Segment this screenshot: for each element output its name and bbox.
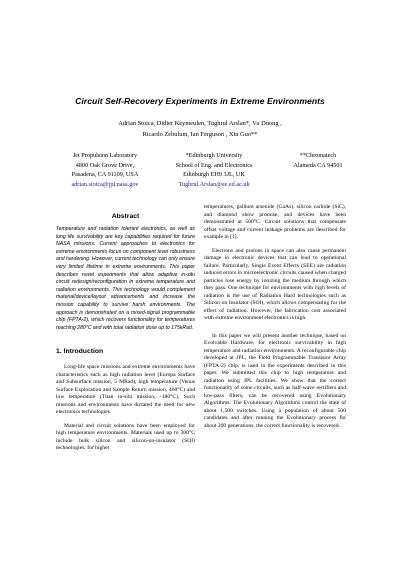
affiliation-name: **Chromatech — [299, 152, 337, 159]
abstract-text: Temperature and radiation tolerant electronics, as well as long life survivability are key capabilities required for future NASA missions. Current approaches to electronics for extreme environments focus on component level robustness and hardening. However, current technology can only ensure very limited lifetime in extreme environments. This paper describes novel experiments that allow adaptive in-situ circuit redesign/reconfiguration in extreme temperature and radiation environments. This technology would complement material/device/layout advancements and increase the mission capability to survive harsh environments. The approach is demonstrated on a mixed-signal programmable chip (FPTA-2), which recovers functionality for temperatures reaching 280°C and with total radiation dose up to 175kRad. — [56, 226, 195, 331]
affiliation-jpl — [45, 151, 165, 189]
affiliation-edinburgh — [164, 151, 264, 189]
author-email-link[interactable]: Tughrul.Arslan@ee.ed.ac.uk — [178, 180, 250, 188]
left-column — [56, 205, 195, 453]
author-line: Ricardo Zebulum, Ian Ferguson , Xin Guo** — [142, 131, 258, 138]
affiliation-address: Pasadena, CA 91109, USA — [71, 171, 139, 178]
body-paragraph: Material and circuit solutions have been employed for high temperature environments. Materials used up to 300°C include bulk silicon and silicon-on-insulator (SOI) technologies; for higher — [56, 422, 195, 452]
abstract-heading: Abstract — [111, 213, 140, 220]
right-column — [204, 204, 346, 430]
introduction-heading: 1. Introduction — [56, 348, 104, 356]
affiliation-name: *Edinburgh University — [185, 152, 243, 159]
body-paragraph: Electrons and protons in space can also cause permanent damage in electronic devices that can lead to operational failure. Particularly, Single Event Effects (SEE) are radiation induced errors in microelectronic circuits caused when charged particles lose energy by ionizing the medium through which they pass. One technique for environments with high levels of radiation is the use of Radiation Hard technologies such as Silicon on Insulator (SOI), which allows compensating for the effect of radiation. However, the fabrication cost associated with extreme environment electronics is high. — [204, 247, 346, 321]
author-email-link[interactable]: adrian.stoica@jpl.nasa.gov — [71, 180, 139, 188]
affiliation-address: 4800 Oak Grove Drive, — [75, 161, 135, 169]
affiliation-chromatech — [268, 151, 368, 170]
author-line: Adrian Stoica, Didier Keymeulen, Tughrul Arslan*, Vu Duong , — [118, 120, 282, 127]
author-list — [0, 118, 400, 140]
affiliation-address: Edinburgh EH9 3JL, UK — [183, 171, 245, 178]
paper-title: Circuit Self-Recovery Experiments in Extreme Environments — [75, 96, 325, 106]
affiliation-name: Jet Propulsion Laboratory — [72, 152, 138, 159]
body-paragraph: temperatures, gallium arsenide (GaAs), silicon carbide (SiC), and diamond show promise, and devices have been demonstrated at 500°C. Circuit solutions that compensate offset voltage and current leakage problems are described for example in [1]. — [204, 204, 346, 240]
affiliation-address: Alameda CA 94501 — [293, 161, 343, 169]
body-paragraph: In this paper we will present another technique, based on Evolvable Hardware, for electronic survivability in high temperature and radiation environments. A reconfigurable chip developed at JPL, the Field Programmable Transistor Array (FPTA-2) chip, is used in the experiments described in this paper. We submitted this chip to high temperature and radiation using JPL facilities. We show that the correct functionality of some circuits, such as half-wave rectifiers and low-pass filters, can be recovered using Evolutionary Algorithms. The Evolutionary Algorithms control the state of about 1,500 switches. Using a population of about 500 candidates and after running the Evolutionary process for about 200 generations, the correct functionality is recovered. — [204, 332, 346, 429]
body-paragraph: Long-life space missions and extreme environments have characteristics such as high radiation level (Europa Surface and Subsurface mission, 5 MRad), high temperature (Venus Surface Exploration and Sample Return mission, 460°C) and low temperature (Titan in-situ mission, -180°C). Such missions and environments have dictated the need for new electronics technologies. — [56, 364, 195, 416]
affiliation-address: School of Eng. and Electronics — [175, 161, 253, 169]
